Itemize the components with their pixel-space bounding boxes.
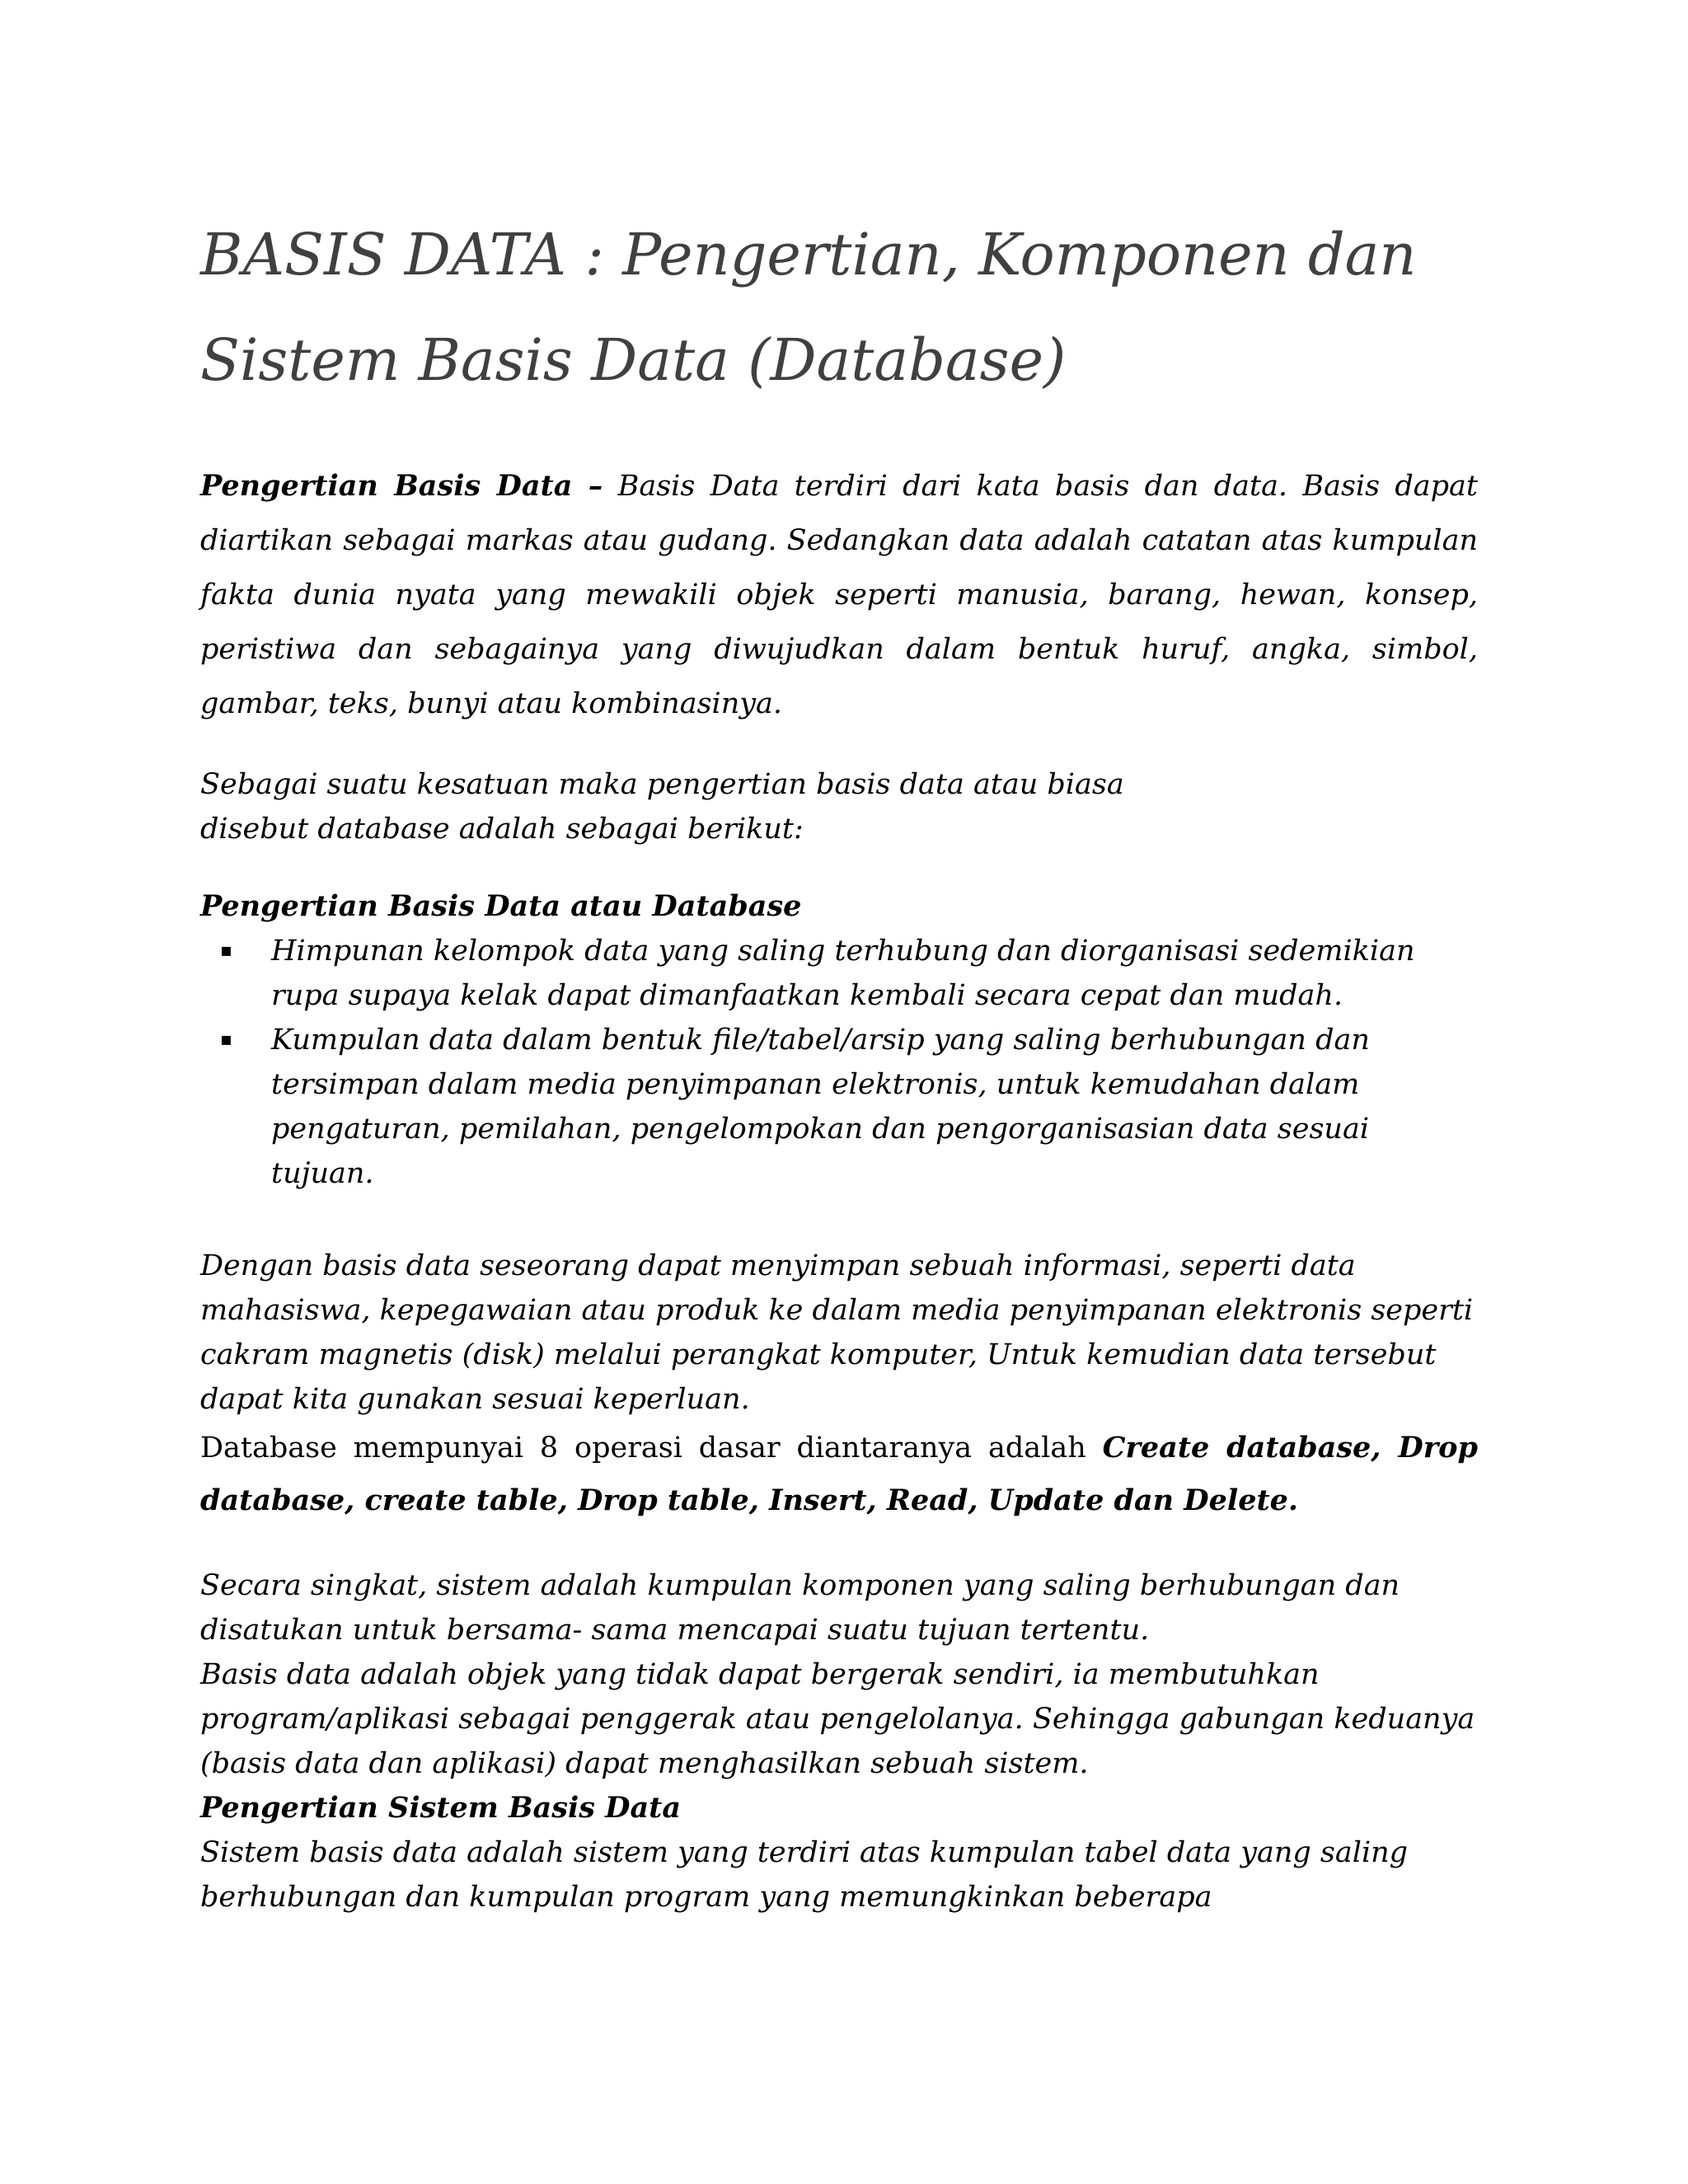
intro-lead: Pengertian Basis Data –: [200, 469, 603, 503]
list-item: [200, 929, 1478, 1018]
list-item-text: Himpunan kelompok data yang saling terhubung dan diorganisasi sedemikian rupa supaya kelak dapat dimanfaatkan kembali secara cepat dan mudah.: [271, 935, 1415, 1012]
para2-line2b: adalah sebagai berikut:: [449, 813, 804, 846]
bullet-icon: ▪: [220, 940, 232, 961]
para5-line1: Secara singkat, sistem adalah kumpulan komponen yang saling berhubungan dan disatukan untuk bersama- sama mencapai suatu tujuan tertentu.: [200, 1569, 1400, 1647]
document-title: BASIS DATA : Pengertian, Komponen dan Sistem Basis Data (Database): [200, 221, 1417, 394]
section-heading-definition: Pengertian Basis Data atau Database: [200, 889, 802, 923]
paragraph-system-definition: Sistem basis data adalah sistem yang terdiri atas kumpulan tabel data yang saling berhubungan dan kumpulan program yang memungkinkan beberapa: [200, 1836, 1409, 1914]
definition-list: [200, 929, 1478, 1196]
para3-text-a: Dengan basis data seseorang dapat menyimpan sebuah informasi, seperti data mahasiswa, kepegawaian atau produk ke dalam media penyimpanan elektronis seperti cakram magnetis: [200, 1249, 1474, 1371]
para2-line2a: disebut: [200, 813, 318, 846]
intro-paragraph: [200, 459, 1478, 731]
para3-disk: (disk): [462, 1338, 545, 1371]
section-heading-system: Pengertian Sistem Basis Data: [200, 1791, 682, 1825]
paragraph-storage: [200, 1244, 1478, 1422]
para2-line1: Sebagai suatu kesatuan maka pengertian basis data atau biasa: [200, 768, 1124, 801]
list-item: [200, 1018, 1478, 1196]
paragraph-database-intro: [200, 762, 1478, 851]
para3-text-b: melalui perangkat komputer, Untuk kemudian data tersebut dapat kita gunakan sesuai keperluan.: [200, 1338, 1437, 1416]
bullet-icon: ▪: [220, 1029, 232, 1050]
para4-operations: Create database, Drop database, create table, Drop table, Insert, Read, Update dan Delete.: [200, 1431, 1479, 1517]
paragraph-operations: [200, 1422, 1478, 1527]
document-content: [200, 202, 1478, 1919]
paragraph-system: [200, 1563, 1478, 1786]
para5-line2: Basis data adalah objek yang tidak dapat bergerak sendiri, ia membutuhkan program/aplikasi sebagai penggerak atau pengelolanya. Sehingga gabungan keduanya (basis data dan aplikasi) dapat menghasilkan sebuah sistem.: [200, 1658, 1475, 1780]
intro-text: Basis Data terdiri dari kata basis dan data. Basis dapat diartikan sebagai markas atau gudang. Sedangkan data adalah catatan atas kumpulan fakta dunia nyata yang mewakili objek seperti manusia, barang, hewan, konsep, peristiwa dan sebagainya yang diwujudkan dalam bentuk huruf, angka, simbol, gambar, teks, bunyi atau kombinasinya.: [200, 470, 1478, 720]
list-item-text: Kumpulan data dalam bentuk file/tabel/arsip yang saling berhubungan dan tersimpan dalam media penyimpanan elektronis, untuk kemudahan dalam pengaturan, pemilahan, pengelompokan dan pengorganisasian data sesuai tujuan.: [271, 1024, 1370, 1190]
para2-database-term: database: [317, 813, 450, 846]
para4-text: Database mempunyai 8 operasi dasar diantaranya adalah: [200, 1432, 1103, 1465]
